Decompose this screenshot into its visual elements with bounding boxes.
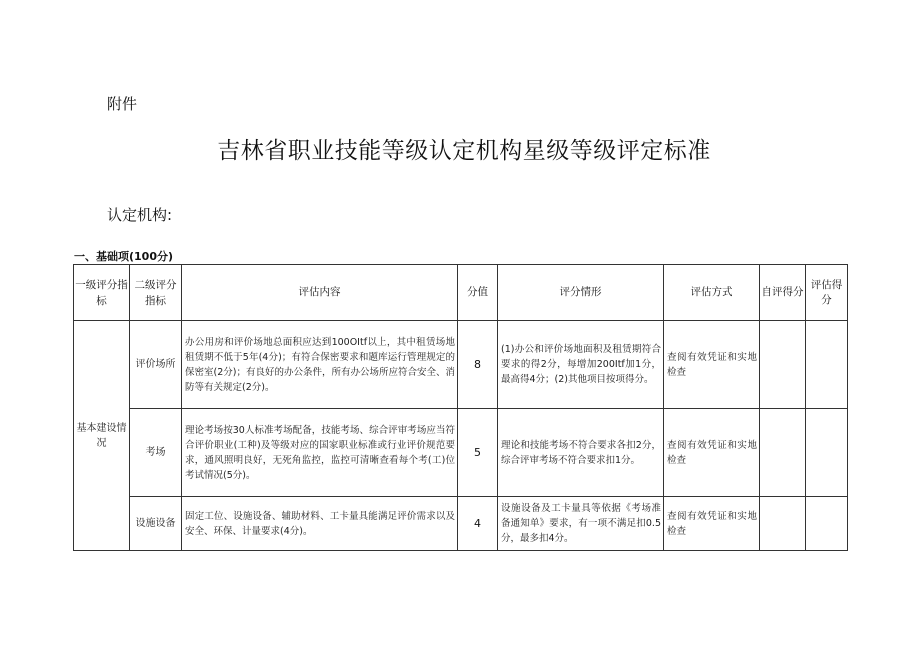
row-assess-score[interactable] bbox=[806, 497, 848, 551]
header-points: 分值 bbox=[458, 265, 498, 321]
row-criteria: 理论和技能考场不符合要求各扣2分，综合评审考场不符合要求扣1分。 bbox=[498, 409, 664, 497]
row-self-score[interactable] bbox=[760, 321, 806, 409]
row-points: 8 bbox=[458, 321, 498, 409]
table-row bbox=[74, 321, 848, 409]
header-assess-score: 评估得分 bbox=[806, 265, 848, 321]
row-content: 理论考场按30人标准考场配备，技能考场、综合评审考场应当符合评价职业(工种)及等级对应的国家职业标准或行业评价规范要求，通风照明良好，无死角监控，监控可清晰查看每个考(工)位考试情况(5分)。 bbox=[182, 409, 458, 497]
header-method: 评估方式 bbox=[664, 265, 760, 321]
group-label-cell: 基本建设情况 bbox=[74, 321, 130, 551]
row-indicator: 设施设备 bbox=[130, 497, 182, 551]
row-assess-score[interactable] bbox=[806, 409, 848, 497]
row-points: 4 bbox=[458, 497, 498, 551]
header-self-score: 自评得分 bbox=[760, 265, 806, 321]
row-points: 5 bbox=[458, 409, 498, 497]
document-title: 吉林省职业技能等级认定机构星级等级评定标准 bbox=[217, 138, 711, 164]
row-method: 查阅有效凭证和实地检查 bbox=[664, 321, 760, 409]
row-criteria: (1)办公和评价场地面积及租赁期符合要求的得2分，每增加200Itf加1分，最高得4分；(2)其他项目按项得分。 bbox=[498, 321, 664, 409]
row-assess-score[interactable] bbox=[806, 321, 848, 409]
row-content: 办公用房和评价场地总面积应达到100OItf以上，其中租赁场地租赁期不低于5年(4分)；有符合保密要求和题库运行管理规定的保密室(2分)；有良好的办公条件，所有办公场所应符合安全、消防等有关规定(2分)。 bbox=[182, 321, 458, 409]
attachment-label: 附件 bbox=[107, 95, 138, 113]
header-level1: 一级评分指标 bbox=[74, 265, 130, 321]
header-level2: 二级评分指标 bbox=[130, 265, 182, 321]
header-criteria: 评分情形 bbox=[498, 265, 664, 321]
header-row bbox=[74, 265, 848, 321]
section-heading: 一、基础项(100分) bbox=[74, 250, 174, 263]
table-row bbox=[74, 497, 848, 551]
row-self-score[interactable] bbox=[760, 409, 806, 497]
row-method: 查阅有效凭证和实地检查 bbox=[664, 409, 760, 497]
organization-label: 认定机构: bbox=[107, 206, 173, 224]
row-indicator: 考场 bbox=[130, 409, 182, 497]
row-indicator: 评价场所 bbox=[130, 321, 182, 409]
row-method: 查阅有效凭证和实地检查 bbox=[664, 497, 760, 551]
table-row bbox=[74, 409, 848, 497]
row-criteria: 设施设备及工卡量具等依据《考场准备通知单》要求，有一项不满足扣0.5分，最多扣4分。 bbox=[498, 497, 664, 551]
row-content: 固定工位、设施设备、辅助材料、工卡量具能满足评价需求以及安全、环保、计量要求(4分)。 bbox=[182, 497, 458, 551]
row-self-score[interactable] bbox=[760, 497, 806, 551]
standards-table bbox=[73, 264, 848, 551]
header-content: 评估内容 bbox=[182, 265, 458, 321]
